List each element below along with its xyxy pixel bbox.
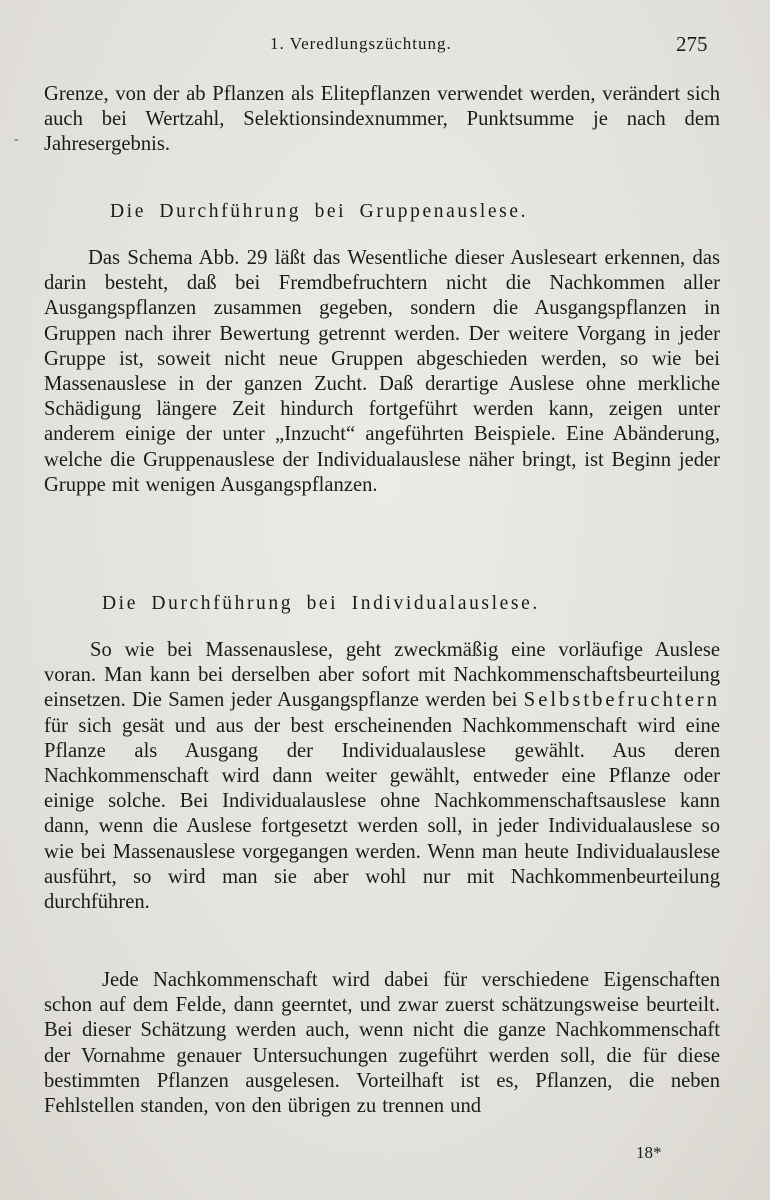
paragraph-text-before-emphasis: So wie bei Massenauslese, geht zweckmäßig eine vorläufige Auslese voran. Man kann bei derselben aber sofort mit Nachkommenschaftsbeurteilung einsetzen. Die Samen jeder Ausgangspflanze werden bei (44, 639, 720, 712)
paragraph-text-after-emphasis: für sich gesät und aus der best erscheinenden Nachkommenschaft wird eine Pflanze als Ausgang der Individualauslese gewählt. Aus deren Nachkommenschaft wird dann weiter gewählt, entweder eine Pflanze oder einige solche. Bei Individualauslese ohne Nachkommenschaftsauslese kann dann, wenn die Auslese fortgesetzt werden soll, in jeder Individualauslese so wie bei Massenauslese vorgegangen werden. Wenn man heute Individualauslese ausführt, so wird man sie aber wohl nur mit Nachkommenbeurteilung durchführen. (44, 714, 720, 914)
margin-dash-mark: ‐ (14, 132, 19, 147)
paragraph-individual-selection (44, 638, 720, 915)
running-head (0, 34, 770, 60)
section-heading-individual-selection: Die Durchführung bei Individualauslese. (102, 593, 540, 614)
signature-mark: 18* (636, 1143, 662, 1162)
page-number: 275 (676, 32, 708, 56)
emphasized-term-selbstbefruchtern: Selbstbefruchtern (523, 689, 720, 712)
paragraph-progeny-assessment: Jede Nachkommenschaft wird dabei für verschiedene Eigenschaften schon auf dem Felde, dann geerntet, und zwar zuerst schätzungsweise beurteilt. Bei dieser Schätzung werden auch, wenn nicht die ganze Nachkommenschaft der Vornahme genauer Untersuchungen zugeführt werden soll, die für diese bestimmten Pflanzen ausgelesen. Vorteilhaft ist es, Pflanzen, die neben Fehlstellen standen, von den übrigen zu trennen und (44, 969, 720, 1118)
paragraph-group-selection: Das Schema Abb. 29 läßt das Wesentliche dieser Ausleseart erkennen, das darin besteht, daß bei Fremdbefruchtern nicht die Nachkommen aller Ausgangspflanzen zusammen gegeben, sondern die Ausgangspflanzen in Gruppen nach ihrer Bewertung getrennt werden. Der weitere Vorgang in jeder Gruppe ist, soweit nicht neue Gruppen abgeschieden werden, so wie bei Massenauslese in der ganzen Zucht. Daß derartige Auslese ohne merkliche Schädigung längere Zeit hindurch fortgeführt werden kann, zeigen unter anderem einige der unter „Inzucht“ angeführten Beispiele. Eine Abänderung, welche die Gruppenauslese der Individualauslese näher bringt, ist Beginn jeder Gruppe mit wenigen Ausgangspflanzen. (44, 247, 720, 496)
running-title: 1. Veredlungszüchtung. (270, 34, 452, 53)
section-heading-group-selection: Die Durchführung bei Gruppenauslese. (110, 201, 529, 222)
paragraph-elite-plants: Grenze, von der ab Pflanzen als Elitepflanzen verwendet werden, verändert sich auch bei Wertzahl, Selektionsindexnummer, Punktsumme je nach dem Jahresergebnis. (44, 83, 720, 156)
